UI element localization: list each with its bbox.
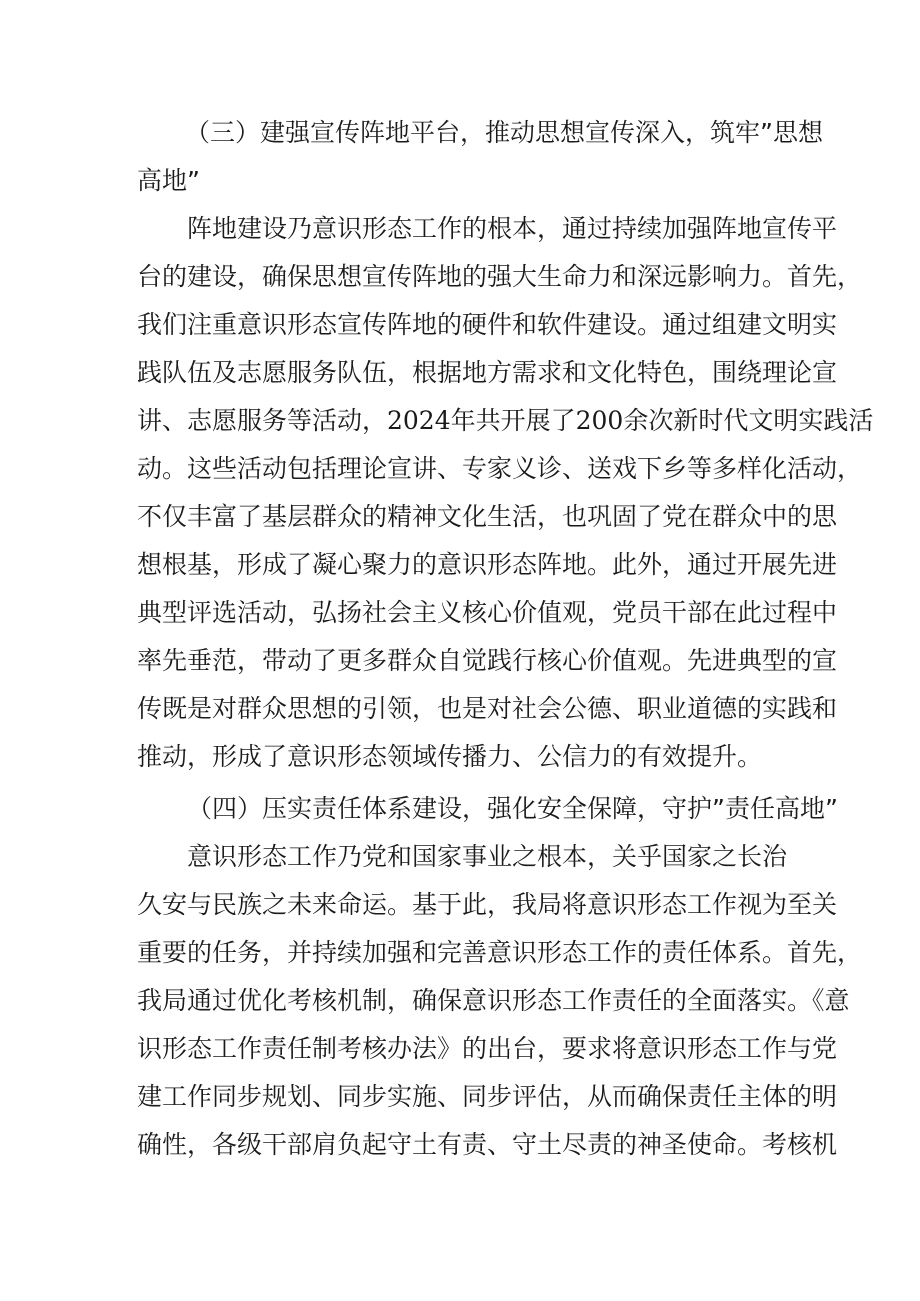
section-4-body-line: 久安与民族之未来命运。基于此，我局将意识形态工作视为至关 (137, 890, 838, 919)
section-4-body-line: 识形态工作责任制考核办法》的出台，要求将意识形态工作与党 (137, 1034, 838, 1063)
section-3-body-line: 想根基，形成了凝心聚力的意识形态阵地。此外，通过开展先进 (137, 550, 838, 579)
section-4-heading: （四）压实责任体系建设，强化安全保障，守护”责任高地” (187, 794, 838, 823)
section-4-body-line: 我局通过优化考核机制，确保意识形态工作责任的全面落实。《意 (137, 986, 850, 1015)
section-3-body-line: 传既是对群众思想的引领，也是对社会公德、职业道德的实践和 (137, 694, 838, 723)
section-3-body-line: 不仅丰富了基层群众的精神文化生活，也巩固了党在群众中的思 (137, 502, 838, 531)
section-3-body-line: 我们注重意识形态宣传阵地的硬件和软件建设。通过组建文明实 (137, 310, 838, 339)
section-3-body-line: 率先垂范，带动了更多群众自觉践行核心价值观。先进典型的宣 (137, 646, 838, 675)
section-4-body-line: 确性，各级干部肩负起守土有责、守土尽责的神圣使命。考核机 (137, 1130, 838, 1159)
section-3-heading-line-2: 高地” (137, 166, 200, 195)
section-3-body-line: 讲、志愿服务等活动，2024年共开展了200余次新时代文明实践活 (137, 406, 874, 435)
section-4-body-line: 建工作同步规划、同步实施、同步评估，从而确保责任主体的明 (137, 1082, 838, 1111)
section-4-body-line: 意识形态工作乃党和国家事业之根本，关乎国家之长治 (187, 842, 788, 871)
section-4-body-line: 重要的任务，并持续加强和完善意识形态工作的责任体系。首先， (137, 938, 863, 967)
section-3-body-line: 台的建设，确保思想宣传阵地的强大生命力和深远影响力。首先， (137, 262, 863, 291)
section-3-body-line: 阵地建设乃意识形态工作的根本，通过持续加强阵地宣传平 (187, 214, 838, 243)
section-3-body-line: 践队伍及志愿服务队伍，根据地方需求和文化特色，围绕理论宣 (137, 358, 838, 387)
section-3-heading-line-1: （三）建强宣传阵地平台，推动思想宣传深入，筑牢”思想 (185, 118, 823, 147)
section-3-body-line: 动。这些活动包括理论宣讲、专家义诊、送戏下乡等多样化活动， (137, 454, 863, 483)
section-3-body-line: 推动，形成了意识形态领域传播力、公信力的有效提升。 (137, 742, 763, 771)
section-3-body-line: 典型评选活动，弘扬社会主义核心价值观，党员干部在此过程中 (137, 598, 838, 627)
